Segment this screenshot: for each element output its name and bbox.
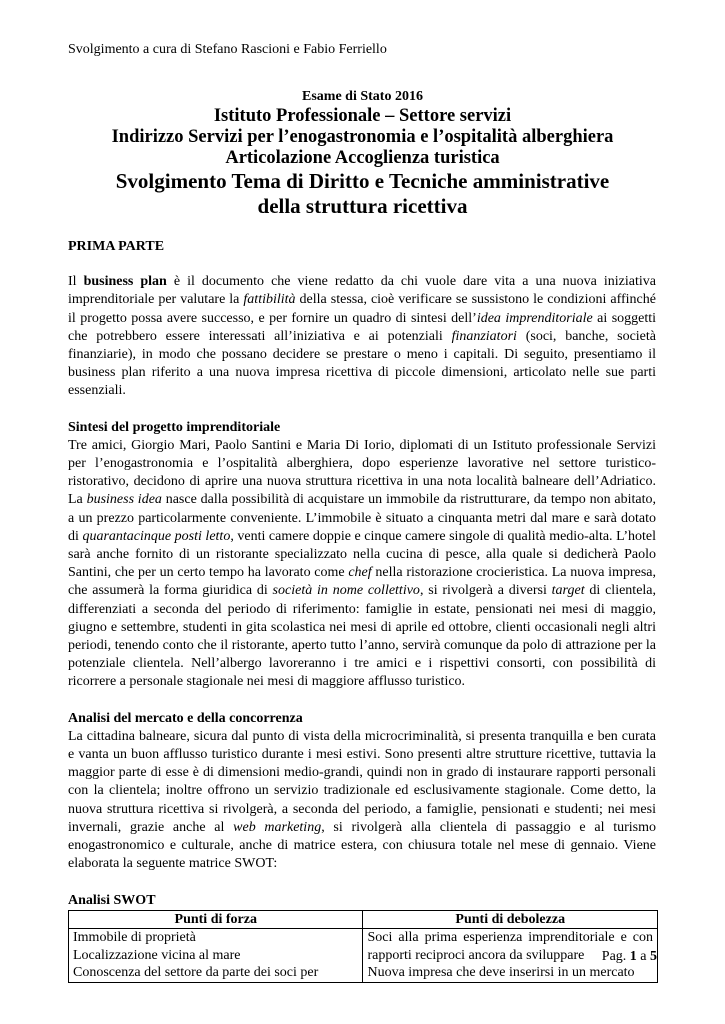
section-heading-mercato: Analisi del mercato e della concorrenza — [68, 710, 303, 726]
institute-title: Istituto Professionale – Settore servizi — [213, 106, 512, 126]
section-heading-prima-parte: PRIMA PARTE — [68, 239, 165, 254]
paragraph-business-plan: Il business plan è il documento che viene redatto da chi vuole dare vita a una nuova iniziativa imprenditoriale per valutare la fattibilità della stessa, cioè verificare se sussistono le condizioni affinché il progetto possa avere successo, e per fornire un quadro di sintesi dell’idea imprenditoriale ai soggetti che potrebbero essere interessati all’iniziativa e ai potenziali finanziatori (soci, banche, società finanziarie), in modo che possano decidere se prestare o meno i capitali. Di seguito, presentiamo il business plan riferito a una nuova impresa ricettiva di piccole dimensioni, articolato nelle sue parti essenziali. — [68, 274, 657, 399]
swot-header-strengths: Punti di forza — [69, 910, 363, 929]
swot-strength-item: Conoscenza del settore da parte dei soci per — [73, 965, 319, 981]
main-title-line-1: Svolgimento Tema di Diritto e Tecniche amministrative — [115, 169, 610, 193]
title-block — [60, 88, 665, 219]
section-heading-sintesi: Sintesi del progetto imprenditoriale — [68, 419, 281, 435]
page-number-footer: Pag. 1 a 5 — [601, 949, 657, 964]
swot-strength-item: Immobile di proprietà — [73, 930, 196, 946]
document-body — [68, 238, 656, 983]
paragraph-sintesi: Tre amici, Giorgio Mari, Paolo Santini e Maria Di Iorio, diplomati di un Istituto professionale Servizi per l’enogastronomia e l’ospitalità alberghiera, dopo esperienze lavorative nel settore turistico-ristorativo, decidono di aprire una nuova struttura ricettiva in una nota località balneare dell’Adriatico. La business idea nasce dalla possibilità di acquistare un immobile da ristrutturare, da tempo non abitato, a un prezzo particolarmente conveniente. L’immobile è situato a cinquanta metri dal mare e sarà dotato di quarantacinque posti letto, venti camere doppie e cinque camere singole di qualità medio-alta. L’hotel sarà anche fornito di un ristorante specializzato nella cucina di pesce, alla quale si dedicherà Paolo Santini, che per un certo tempo ha lavorato come chef nella ristorazione crocieristica. La nuova impresa, che assumerà la forma giuridica di società in nome collettivo, si rivolgerà a diversi target di clientela, differenziati a seconda del periodo di riferimento: famiglie in estate, pensionati nei mesi di maggio, giugno e settembre, studenti in gita scolastica nei mesi di aprile ed ottobre, clienti occasionali negli altri periodi, tenendo conto che il ristorante, aperto tutto l’anno, servirà comunque da polo di attrazione per la potenziale clientela. Nell’albergo lavoreranno i tre amici e i rispettivi consorti, con possibilità di ricorrere a personale stagionale nei mesi di maggiore afflusso turistico. — [68, 437, 657, 690]
swot-strengths-cell — [69, 929, 363, 983]
indirizzo-title: Indirizzo Servizi per l’enogastronomia e l’ospitalità alberghiera — [111, 127, 614, 147]
paragraph-mercato: La cittadina balneare, sicura dal punto di vista della microcriminalità, si presenta tranquilla e ben curata e vanta un buon afflusso turistico durante i mesi estivi. Sono presenti altre strutture ricettive, tuttavia la maggior parte di esse è di dimensioni medio-grandi, quindi non in grado di instaurare rapporti personali con la clientela; inoltre offrono un servizio tradizionale ed esclusivamente stagionale. Come detto, la nuova struttura ricettiva si rivolgerà, a seconda del periodo, a famiglie, pensionati e studenti; nei mesi invernali, grazie anche al web marketing, si rivolgerà alla clientela di passaggio e al turismo enogastronomico e culturale, anche di matrice estera, con chiusura totale nel mese di gennaio. Viene elaborata la seguente matrice SWOT: — [68, 728, 656, 872]
exam-title: Esame di Stato 2016 — [302, 89, 423, 104]
swot-strength-item: Localizzazione vicina al mare — [73, 947, 241, 963]
articolazione-title: Articolazione Accoglienza turistica — [225, 148, 500, 168]
running-header: Svolgimento a cura di Stefano Rascioni e Fabio Ferriello — [68, 42, 387, 57]
swot-table — [68, 910, 658, 983]
swot-weakness-item: Nuova impresa che deve inserirsi in un mercato — [367, 965, 635, 981]
swot-weakness-item: Soci alla prima esperienza imprenditoriale e con rapporti reciproci ancora da sviluppare — [367, 930, 653, 963]
section-heading-swot: Analisi SWOT — [68, 892, 156, 908]
main-title-line-2: della struttura ricettiva — [257, 194, 468, 218]
swot-header-weaknesses: Punti di debolezza — [363, 910, 658, 929]
